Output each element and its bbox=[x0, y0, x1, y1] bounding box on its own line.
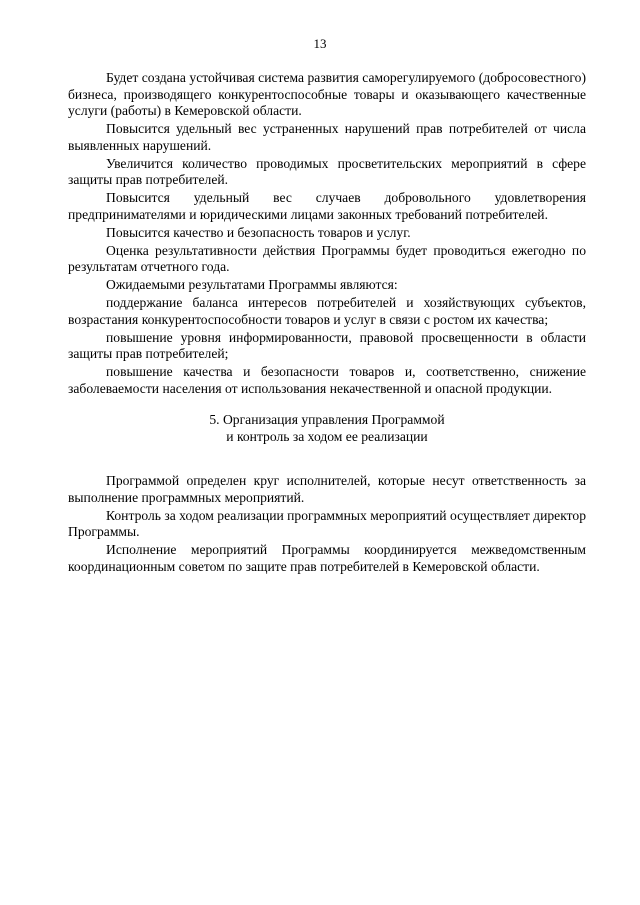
paragraph-violations-share: Повысится удельный вес устраненных нарушений прав потребителей от числа выявленных нарушений. bbox=[68, 121, 586, 153]
paragraph-executors: Программой определен круг исполнителей, которые несут ответственность за выполнение программных мероприятий. bbox=[68, 473, 586, 505]
paragraph-coordination: Исполнение мероприятий Программы координируется межведомственным координационным советом по защите прав потребителей в Кемеровской области. bbox=[68, 542, 586, 574]
paragraph-quality-safety: Повысится качество и безопасность товаров и услуг. bbox=[106, 224, 411, 240]
section-heading-line-1: 5. Организация управления Программой bbox=[209, 412, 445, 427]
paragraph-control: Контроль за ходом реализации программных мероприятий осуществляет директор Программы. bbox=[68, 507, 586, 539]
list-item-morbidity: повышение качества и безопасности товаров и, соответственно, снижение заболеваемости населения от использования некачественной и опасной продукции. bbox=[68, 364, 586, 396]
section-heading-line-2: и контроль за ходом ее реализации bbox=[226, 428, 428, 444]
list-item-awareness: повышение уровня информированности, правовой просвещенности в области защиты прав потребителей; bbox=[68, 329, 586, 361]
paragraph-evaluation: Оценка результативности действия Программы будет проводиться ежегодно по результатам отчетного года. bbox=[68, 242, 586, 274]
page-number: 13 bbox=[313, 36, 327, 51]
document-body bbox=[68, 70, 586, 577]
paragraph-expected-results: Ожидаемыми результатами Программы являются: bbox=[106, 277, 398, 292]
paragraph-voluntary-satisfaction: Повысится удельный вес случаев добровольного удовлетворения предпринимателями и юридическими лицами законных требований потребителей. bbox=[68, 190, 586, 222]
list-item-balance: поддержание баланса интересов потребителей и хозяйствующих субъектов, возрастания конкурентоспособности товаров и услуг в связи с ростом их качества; bbox=[68, 295, 586, 327]
paragraph-educational-events: Увеличится количество проводимых просветительских мероприятий в сфере защиты прав потребителей. bbox=[68, 155, 586, 187]
section-heading bbox=[68, 412, 586, 445]
paragraph-sustainable-business: Будет создана устойчивая система развития саморегулируемого (добросовестного) бизнеса, производящего конкурентоспособные товары и оказывающего качественные услуги (работы) в Кемеровской области. bbox=[68, 70, 586, 118]
